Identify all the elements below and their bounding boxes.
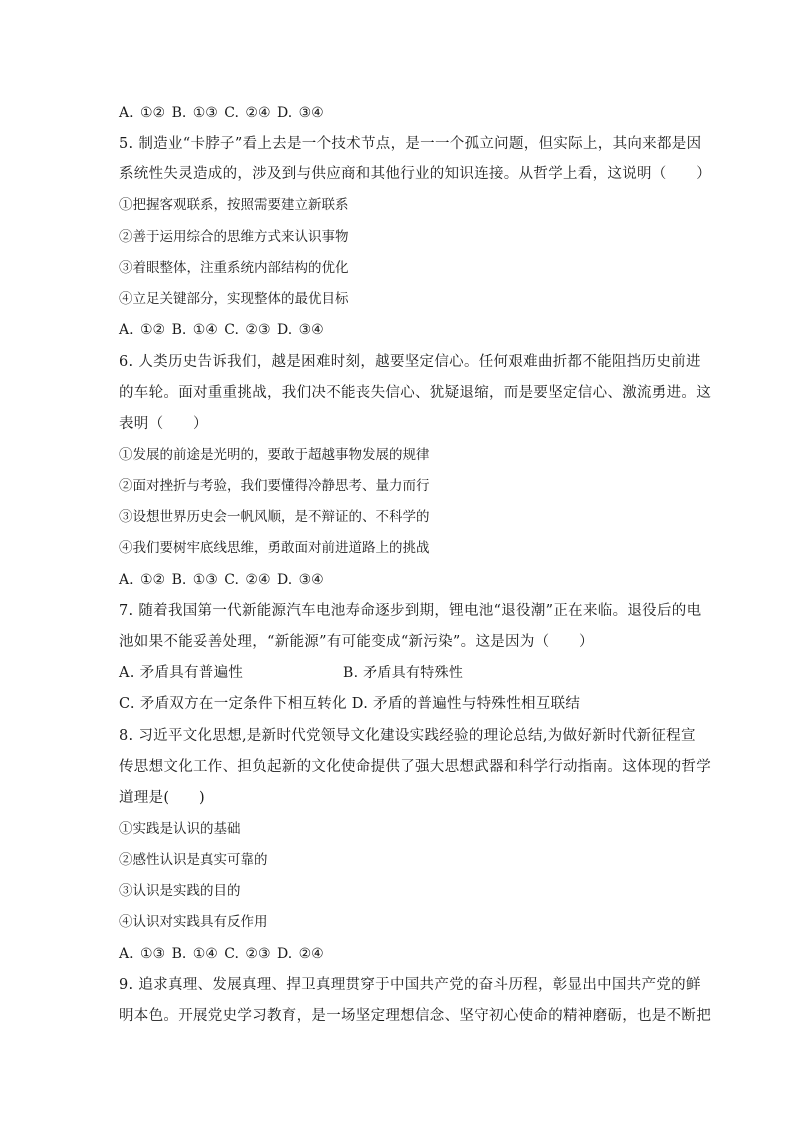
q6-option-2: ②面对挫折与考验，我们要懂得冷静思考、量力而行 — [119, 478, 430, 494]
q5-option-3: ③着眼整体，注重系统内部结构的优化 — [119, 260, 349, 276]
q6-stem-line-3: 表明（ ） — [119, 416, 208, 432]
q8-option-3: ③认识是实践的目的 — [119, 883, 241, 899]
q6-option-3: ③设想世界历史会一帆风顺，是不辩证的、不科学的 — [119, 509, 430, 525]
q8-option-4: ④认识对实践具有反作用 — [119, 914, 268, 930]
q8-option-2: ②感性认识是真实可靠的 — [119, 852, 268, 868]
q6-stem-line-2: 的车轮。面对重重挑战，我们决不能丧失信心、犹疑退缩，而是要坚定信心、激流勇进。这 — [119, 385, 711, 401]
q5-option-4: ④立足关键部分，实现整体的最优目标 — [119, 291, 349, 307]
q7-choice-cd: C. 矛盾双方在一定条件下相互转化 D. 矛盾的普遍性与特殊性相互联结 — [119, 696, 581, 712]
q4-answer-row: A. ①② B. ①③ C. ②④ D. ③④ — [119, 105, 324, 121]
q6-option-1: ①发展的前途是光明的，要敢于超越事物发展的规律 — [119, 447, 430, 463]
q8-answer-row: A. ①③ B. ①④ C. ②③ D. ②④ — [119, 946, 324, 962]
q6-stem-line-1: 6. 人类历史告诉我们，越是困难时刻，越要坚定信心。任何艰难曲折都不能阻挡历史前进 — [119, 354, 701, 370]
q5-option-2: ②善于运用综合的思维方式来认识事物 — [119, 229, 349, 245]
q9-stem-line-2: 明本色。开展党史学习教育，是一场坚定理想信念、坚守初心使命的精神磨砺，也是不断把 — [119, 1008, 711, 1024]
q6-option-4: ④我们要树牢底线思维，勇敢面对前进道路上的挑战 — [119, 540, 430, 556]
q8-stem-line-3: 道理是( ) — [119, 790, 205, 806]
q9-stem-line-1: 9. 追求真理、发展真理、捍卫真理贯穿于中国共产党的奋斗历程，彰显出中国共产党的鲜 — [119, 977, 701, 993]
q8-stem-line-1: 8. 习近平文化思想,是新时代党领导文化建设实践经验的理论总结,为做好新时代新征程宣 — [119, 728, 696, 744]
q8-stem-line-2: 传思想文化工作、担负起新的文化使命提供了强大思想武器和科学行动指南。这体现的哲学 — [119, 759, 711, 775]
q5-answer-row: A. ①② B. ①④ C. ②③ D. ③④ — [119, 322, 324, 338]
q7-choice-b: B. 矛盾具有特殊性 — [343, 665, 464, 681]
q5-option-1: ①把握客观联系，按照需要建立新联系 — [119, 197, 349, 213]
q5-stem-line-1: 5. 制造业“卡脖子”看上去是一个技术节点，是一一个孤立问题，但实际上，其向来都是因 — [119, 136, 702, 152]
q5-stem-line-2: 系统性失灵造成的，涉及到与供应商和其他行业的知识连接。从哲学上看，这说明（ ） — [119, 166, 711, 182]
q7-stem-line-2: 池如果不能妥善处理，“新能源”有可能变成“新污染”。这是因为（ ） — [119, 634, 594, 650]
q7-choice-a: A. 矛盾具有普遍性 — [119, 665, 244, 681]
q6-answer-row: A. ①② B. ①③ C. ②④ D. ③④ — [119, 572, 324, 588]
q7-stem-line-1: 7. 随着我国第一代新能源汽车电池寿命逐步到期，锂电池“退役潮”正在来临。退役后的电 — [119, 603, 702, 619]
q8-option-1: ①实践是认识的基础 — [119, 821, 241, 837]
